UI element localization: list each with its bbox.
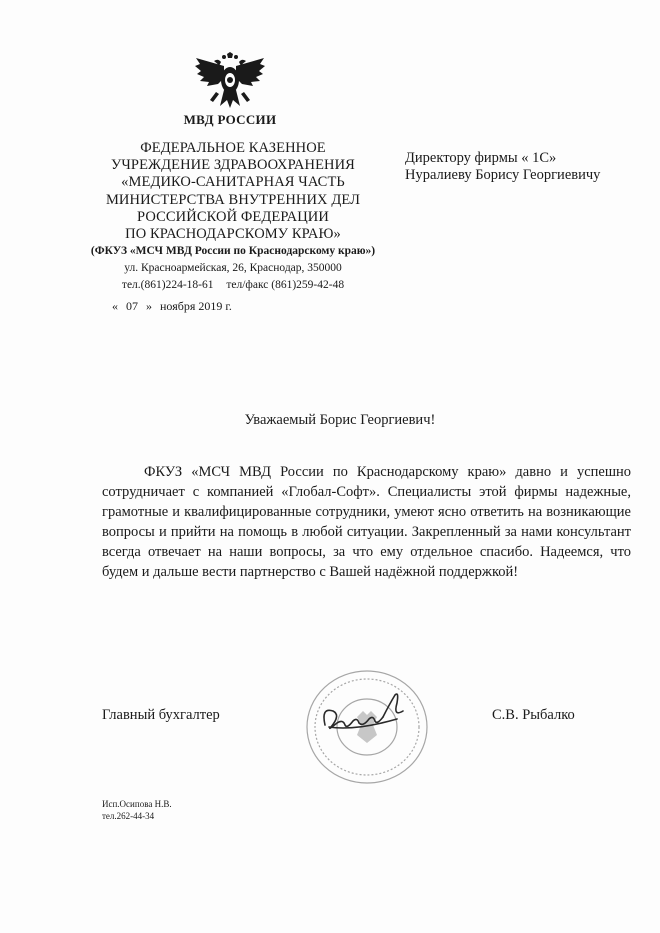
letter-date: [112, 299, 232, 314]
ministry-name: МВД РОССИИ: [183, 112, 277, 127]
org-line: ПО КРАСНОДАРСКОМУ КРАЮ»: [125, 226, 341, 243]
date-close-quote: »: [146, 299, 152, 313]
org-phone: тел.(861)224-18-61: [121, 279, 214, 292]
date-day: 07: [126, 299, 138, 313]
addressee-block: [405, 150, 600, 184]
org-abbreviation: (ФКУЗ «МСЧ МВД России по Краснодарскому краю»): [90, 245, 376, 258]
letter-body: ФКУЗ «МСЧ МВД России по Краснодарскому краю» давно и успешно сотрудничает с компанией «Глобал-Софт». Специалисты этой фирмы надежные, грамотные и квалифицированные сотрудники, умеют ясно ответить на возникающие вопросы и прийти на помощь в любой ситуации. Закрепленный за нами консультант всегда отвечает на наши вопросы, за что ему отдельное спасибо. Надеемся, что будем и дальше вести партнерство с Вашей надёжной поддержкой!: [102, 464, 631, 580]
salutation: Уважаемый Борис Георгиевич!: [244, 412, 436, 428]
addressee-position: Директору фирмы « 1С»: [405, 150, 557, 166]
date-month-year: ноября 2019 г.: [160, 299, 232, 313]
org-line: УЧРЕЖДЕНИЕ ЗДРАВООХРАНЕНИЯ: [111, 157, 355, 174]
addressee-name: Нуралиеву Борису Георгиевичу: [405, 167, 601, 183]
org-line: РОССИЙСКОЙ ФЕДЕРАЦИИ: [137, 208, 329, 225]
signatory-title: Главный бухгалтер: [102, 707, 220, 723]
executor-phone: тел.262-44-34: [102, 811, 155, 821]
executor-info: [102, 798, 172, 822]
date-open-quote: «: [112, 299, 118, 313]
org-line: «МЕДИКО-САНИТАРНАЯ ЧАСТЬ: [121, 174, 345, 191]
org-line: МИНИСТЕРСТВА ВНУТРЕННИХ ДЕЛ: [105, 191, 361, 208]
signatory-name: С.В. Рыбалко: [492, 707, 575, 723]
org-fax: тел/факс (861)259-42-48: [226, 279, 345, 292]
eagle-emblem-icon: [194, 52, 266, 112]
executor-name: Исп.Осипова Н.В.: [102, 799, 172, 809]
round-seal-with-signature-icon: [285, 665, 435, 795]
org-contacts: [68, 277, 398, 294]
organization-block: [68, 140, 398, 294]
org-line: ФЕДЕРАЛЬНОЕ КАЗЕННОЕ: [140, 140, 326, 156]
org-address: ул. Красноармейская, 26, Краснодар, 350000: [124, 262, 342, 275]
